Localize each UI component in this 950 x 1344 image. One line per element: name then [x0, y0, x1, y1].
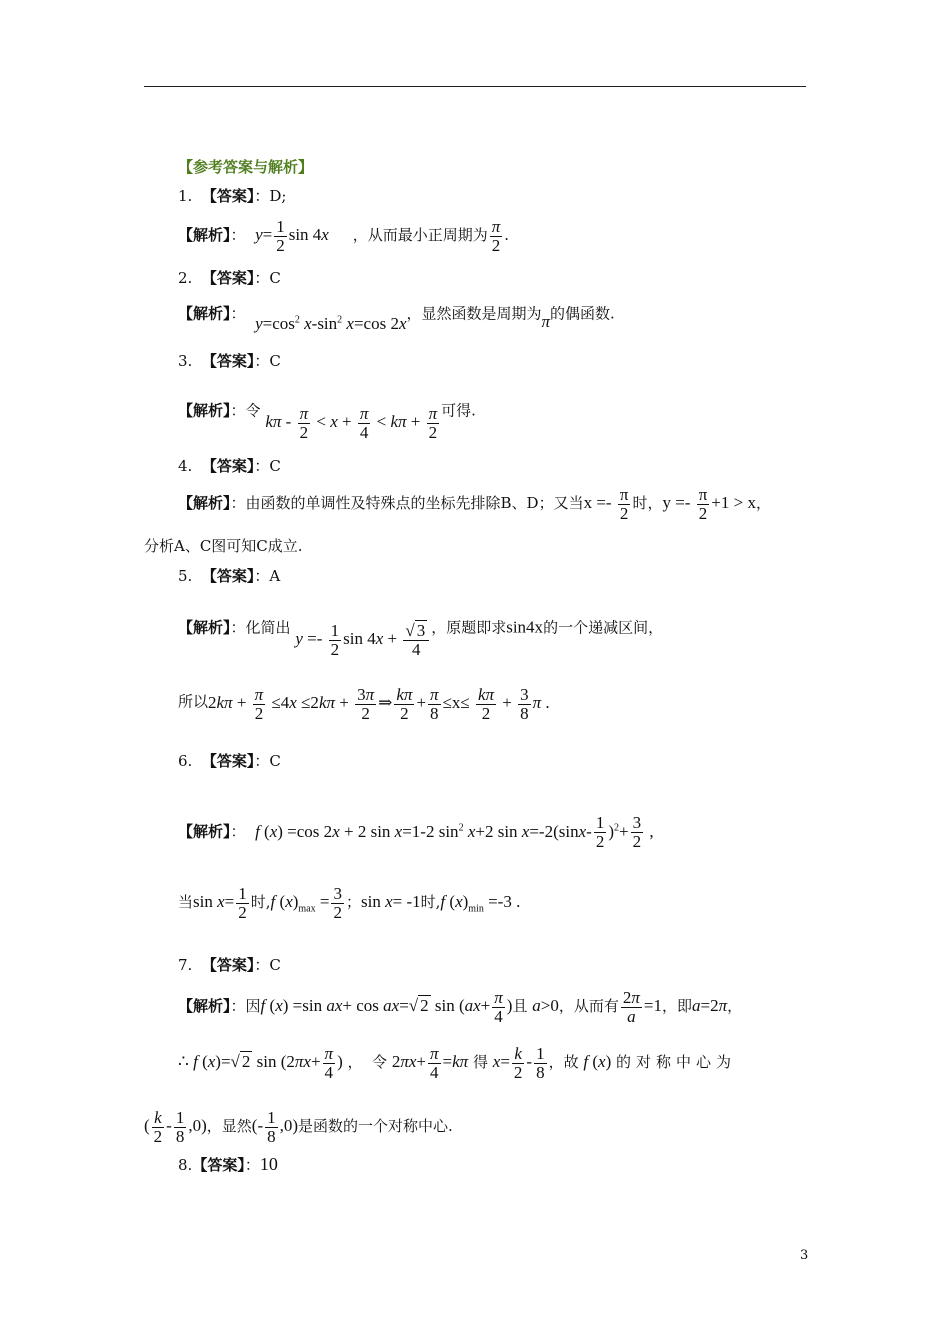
formula: π — [541, 311, 551, 331]
formula: f (x) =sin ax+ cos ax=√ 2 sin (ax+ $\frac{\pi}{4}$ ) — [260, 987, 513, 1026]
item-2-answer-line: 2. 【答案】：C — [178, 269, 281, 287]
formula: (- $\frac{1}{8}$ ,0) — [251, 1107, 299, 1146]
item-3-answer-line: 3. 【答案】：C — [178, 352, 281, 370]
item-5-interval-line: 所以2kπ + $\frac{\pi}{2}$ ≤4x ≤2kπ + $\frac{3\pi}{2}$ ⇒ $\frac{k\pi}{2}$ + $\frac{\pi}{8}$ ≤x≤ $\frac{k\pi}{2}$ + $\frac{3}{8}$ π . — [178, 685, 550, 723]
formula: $y=\cos^2$ $x-\sin^2$ x=cos 2x — [255, 313, 407, 333]
item-4-continuation: 分析A、C图可知C成立. — [144, 537, 303, 555]
formula: y =- $\frac{\pi}{2}$ +1 > x — [662, 484, 756, 523]
item-6-analysis-line: 【解析】： f (x) =cos 2x + 2 sin x=1-2 $\sin^2 x+2$ sin x=-2(sinx- $\frac{1}{2}$ )$^2$+ $\frac{3}{2}$ , — [178, 813, 654, 852]
item-5-answer-line: 5. 【答案】：A — [178, 567, 281, 585]
formula: f $(x)_{max}$ = $\frac{3}{2}$ — [270, 883, 342, 922]
header-rule — [144, 86, 806, 87]
item-7-center-line: ∴ f (x)=√ 2 sin (2πx+ $\frac{\pi}{4}$ ) ， 令 2πx+ $\frac{\pi}{4}$ =kπ 得 x= $\frac{k}{2}$ - $\frac{1}{8}$ ，故 f (x) 的对称中心为 — [178, 1043, 737, 1082]
formula: f (x) =cos 2x + 2 sin x=1-2 $\sin^2 x+2$ sin x=-2(sinx- $\frac{1}{2}$ )$^2$+ $\frac{3}{2}$ , — [255, 813, 654, 852]
formula: 2kπ + $\frac{\pi}{2}$ ≤4x ≤2kπ + $\frac{3\pi}{2}$ ⇒ $\frac{k\pi}{2}$ + $\frac{\pi}{8}$ ≤x≤ $\frac{k\pi}{2}$ + $\frac{3}{8}$ π . — [208, 685, 550, 723]
formula: x= $\frac{k}{2}$ - $\frac{1}{8}$ — [492, 1043, 545, 1082]
formula: sin x= $\frac{1}{2}$ — [193, 883, 247, 922]
item-6-extrema-line: 当sin x= $\frac{1}{2}$ 时,f $(x)_{max}$ = $\frac{3}{2}$ ；sin x= -1时,f $(x)_{min} =-3$ . — [178, 883, 521, 922]
item-7-conclusion-line: ( $\frac{k}{2}$ - $\frac{1}{8}$ ,0)，显然(- $\frac{1}{8}$ ,0)是函数的一个对称中心. — [144, 1107, 453, 1146]
formula: $\frac{2\pi}{a}$ =1 — [622, 987, 662, 1026]
section-heading: 【参考答案与解析】 — [178, 158, 314, 176]
item-4-analysis-line: 【解析】：由函数的单调性及特殊点的坐标先排除B、D；又当x =- $\frac{\pi}{2}$ 时，y =- $\frac{\pi}{2}$ +1 > x， — [178, 484, 771, 523]
formula: ( $\frac{k}{2}$ - $\frac{1}{8}$ ,0) — [144, 1107, 207, 1146]
formula: ∴ f (x)=√ 2 sin (2πx+ $\frac{\pi}{4}$ ) — [178, 1043, 343, 1082]
formula: f (x) — [583, 1052, 612, 1071]
formula: sin x= -1 — [360, 892, 421, 911]
item-8-answer-line: 8.【答案】：10 — [178, 1154, 278, 1174]
item-6-answer-line: 6. 【答案】：C — [178, 752, 281, 770]
formula: y= $\frac{1}{2}$ sin 4x — [255, 216, 329, 255]
item-4-answer-line: 4. 【答案】：C — [178, 457, 281, 475]
item-5-analysis-line: 【解析】：化简出 y =- $\frac{1}{2}$ sin 4x + $\frac{√ 3}{4}$ ，原题即求sin4x的一个递减区间， — [178, 617, 664, 659]
formula: x =- $\frac{\pi}{2}$ — [583, 484, 629, 523]
page-number: 3 — [800, 1248, 809, 1263]
item-1-answer-line: 1. 【答案】：D; — [178, 187, 287, 205]
formula: y =- $\frac{1}{2}$ sin 4x + $\frac{√ 3}{4}$ — [295, 629, 431, 648]
formula: $\frac{\pi}{2}$ — [491, 216, 501, 255]
item-3-analysis-line: 【解析】：令 kπ - $\frac{\pi}{2}$ < x + $\frac{\pi}{4}$ < kπ + $\frac{\pi}{2}$ 可得. — [178, 401, 476, 442]
formula: 2πx+ $\frac{\pi}{4}$ =kπ — [391, 1043, 469, 1082]
formula: kπ - $\frac{\pi}{2}$ < x + $\frac{\pi}{4}$ < kπ + $\frac{\pi}{2}$ — [265, 404, 438, 442]
item-7-answer-line: 7. 【答案】：C — [178, 956, 281, 974]
item-1-analysis-line: 【解析】： y= $\frac{1}{2}$ sin 4x ，从而最小正周期为 $\frac{\pi}{2}$ . — [178, 216, 510, 255]
formula: a>0 — [532, 996, 559, 1015]
formula: f $(x)_{min} =-3$ . — [440, 892, 521, 915]
formula: a=2π — [692, 996, 728, 1015]
item-2-analysis-line: 【解析】： $y=\cos^2$ $x-\sin^2$ x=cos 2x，显然函数是周期为π的偶函数. — [178, 304, 615, 333]
item-7-analysis-line: 【解析】：因f (x) =sin ax+ cos ax=√ 2 sin (ax+ $\frac{\pi}{4}$ )且 a>0，从而有 $\frac{2\pi}{a}$ =1，即a=2π， — [178, 987, 743, 1026]
